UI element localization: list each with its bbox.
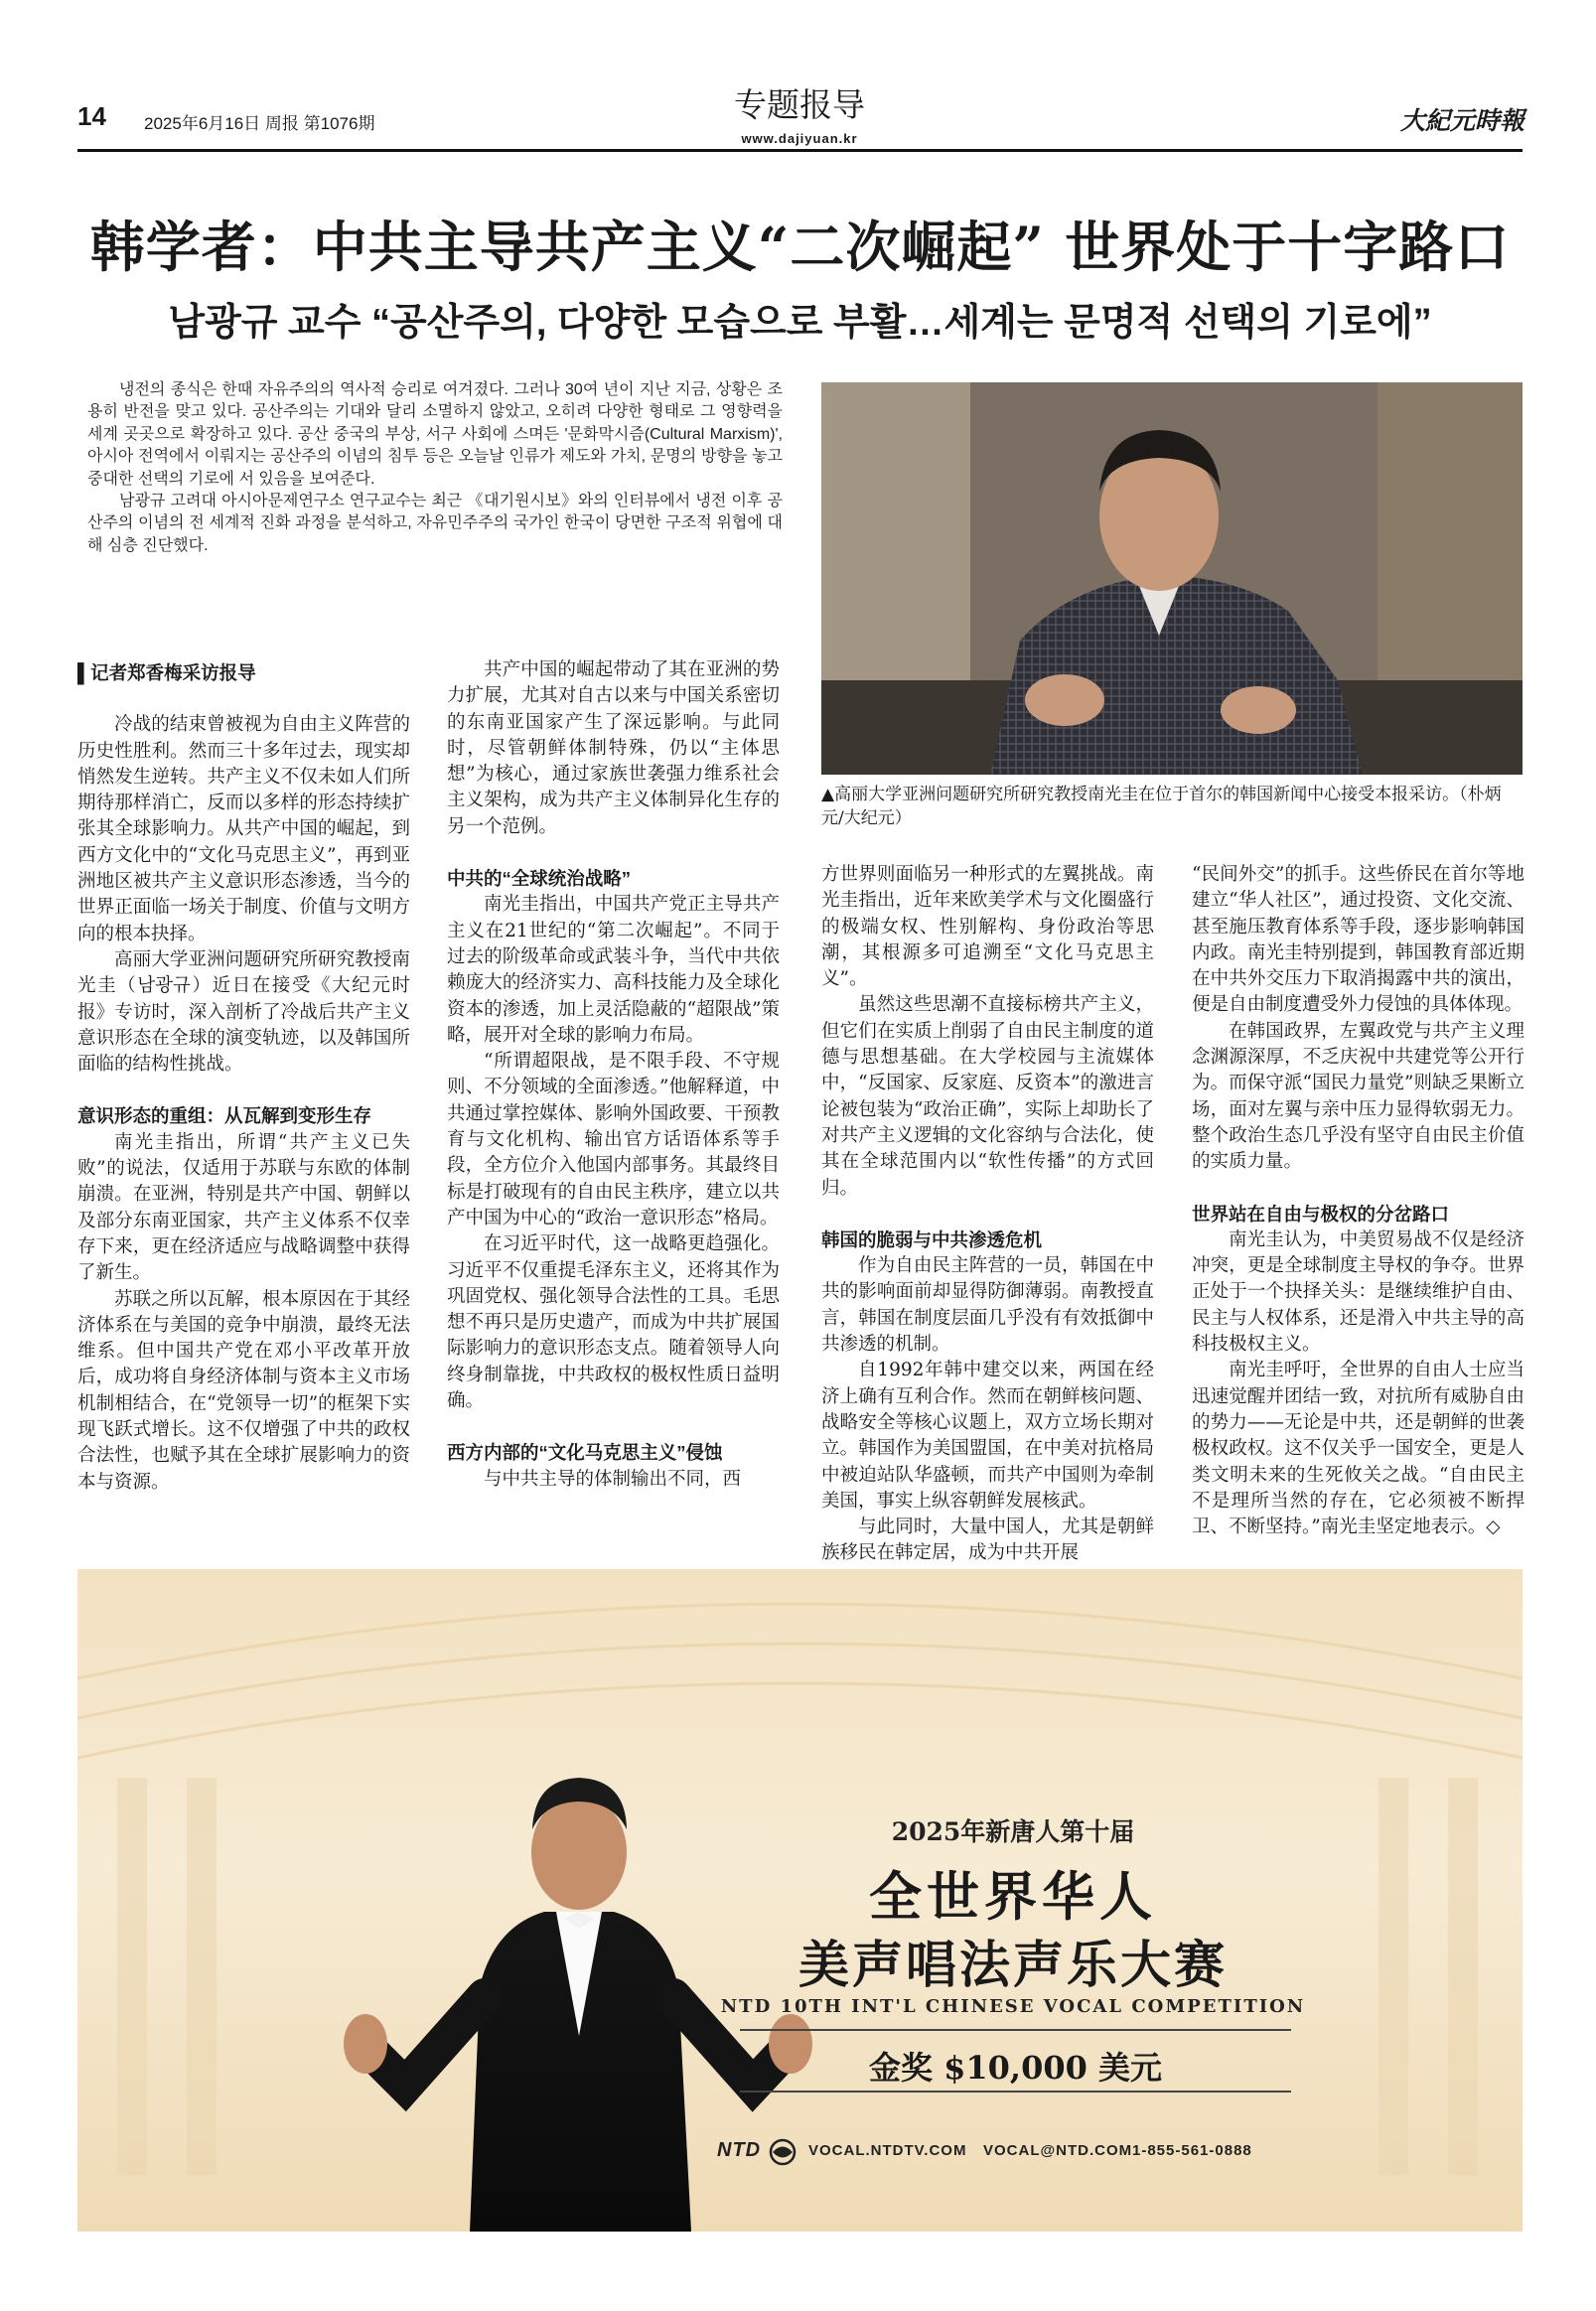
body-paragraph: “民间外交”的抓手。这些侨民在首尔等地建立“华人社区”，通过投资、文化交流、甚至施压教育体系等手段，逐步影响韩国内政。南光圭特别提到，韩国教育部近期在中共外交压力下取消揭露中共的演出，便是自由制度遭受外力侵蚀的具体体现。 <box>1192 864 1524 1016</box>
interview-photo <box>821 382 1523 775</box>
body-paragraph: 苏联之所以瓦解，根本原因在于其经济体系在与美国的竞争中崩溃，最终无法维系。但中国共产党在邓小平改革开放后，成功将自身经济体制与资本主义市场机制相结合，在“党领导一切”的框架下实现飞跃式增长。这不仅增强了中共的政权合法性，也赋予其在全球扩展影响力的资本与资源。 <box>77 1288 410 1493</box>
body-paragraph: 南光圭呼吁，全世界的自由人士应当迅速觉醒并团结一致，对抗所有威胁自由的势力——无论是中共，还是朝鲜的世袭极权政权。这不仅关乎一国安全，更是人类文明未来的生死攸关之战。“自由民主不是理所当然的存在，它必须被不断捍卫、不断坚持。”南光圭坚定地表示。◇ <box>1192 1360 1524 1538</box>
spacer <box>1192 1176 1524 1202</box>
body-paragraph: 高丽大学亚洲问题研究所研究教授南光圭（남광규）近日在接受《大纪元时报》专访时，深入剖析了冷战后共产主义意识形态在全球的演变轨迹，以及韩国所面临的结构性挑战。 <box>77 948 410 1076</box>
ad-prize: 金奖 $10,000 美元 <box>868 2049 1163 2087</box>
interviewee-photo <box>821 382 1523 775</box>
korean-lead <box>87 379 783 557</box>
body-paragraph: 南光圭认为，中美贸易战不仅是经济冲突，更是全球制度主导权的争夺。世界正处于一个抉择关头：是继续维护自由、民主与人权体系，还是滑入中共主导的高科技极权主义。 <box>1192 1228 1524 1356</box>
website-url[interactable]: www.dajiyuan.kr <box>741 131 858 146</box>
section-heading-ideology: 意识形态的重组：从瓦解到变形生存 <box>77 1105 372 1127</box>
article-column-2 <box>447 657 780 1493</box>
spacer <box>77 1078 410 1103</box>
section-heading-global-strategy: 中共的“全球统治战略” <box>447 868 632 890</box>
body-paragraph: 与中共主导的体制输出不同，西 <box>484 1468 742 1490</box>
spacer <box>77 686 410 712</box>
spacer <box>447 1414 780 1440</box>
body-paragraph: 在韩国政界，左翼政党与共产主义理念渊源深厚，不乏庆祝中共建党等公开行为。而保守派“国民力量党”则缺乏果断立场，面对左翼与亲中压力显得软弱无力。整个政治生态几乎没有坚守自由民主价值的实质力量。 <box>1192 1020 1524 1173</box>
section-title: 专题报导 <box>734 86 865 123</box>
article-column-4 <box>1192 862 1524 1540</box>
ad-divider <box>740 2091 1291 2093</box>
body-paragraph: 自1992年韩中建交以来，两国在经济上确有互利合作。然而在朝鲜核问题、战略安全等核心议题上，双方立场长期对立。韩国作为美国盟国，在中美对抗格局中被迫站队华盛顿，而共产中国则为牵制美国，事实上纵容朝鲜发展核武。 <box>821 1360 1154 1512</box>
ad-divider <box>740 2029 1291 2031</box>
article-headline: 韩学者：中共主导共产主义“二次崛起” 世界处于十字路口 <box>89 215 1511 279</box>
ntd-emblem-icon <box>767 2137 798 2167</box>
ad-phone[interactable]: 1-855-561-0888 <box>1132 2142 1252 2159</box>
body-paragraph: 与此同时，大量中国人，尤其是朝鲜族移民在韩定居，成为中共开展 <box>821 1517 1154 1564</box>
section-heading-crossroads: 世界站在自由与极权的分岔路口 <box>1192 1203 1450 1225</box>
issue-date: 2025年6月16日 周报 第1076期 <box>144 114 375 133</box>
spacer <box>447 840 780 866</box>
ad-english-title: NTD 10TH INT'L CHINESE VOCAL COMPETITION <box>720 1996 1306 2017</box>
article-column-3 <box>821 862 1154 1567</box>
ad-website[interactable]: VOCAL.NTDTV.COM <box>808 2142 967 2159</box>
ad-title-line-2: 美声唱法声乐大赛 <box>798 1936 1228 1995</box>
body-paragraph: “所谓超限战，是不限手段、不守规则、不分领域的全面渗透。”他解释道，中共通过掌控媒体、影响外国政要、干预教育与文化机构、输出官方话语体系等手段，全方位介入他国内部事务。其最终目标是打破现有的自由民主秩序，建立以共产中国为中心的“政治一意识形态”格局。 <box>447 1051 780 1228</box>
ntd-logo: NTD <box>717 2139 762 2161</box>
ad-title-line-1: 全世界华人 <box>869 1866 1157 1928</box>
newspaper-logo: 大紀元時報 <box>1399 106 1524 135</box>
body-paragraph: 南光圭指出，中国共产党正主导共产主义在21世纪的“第二次崛起”。不同于过去的阶级革命或武装斗争，当代中共依赖庞大的经济实力、高科技能力及全球化资本的渗透，加上灵活隐蔽的“超限战”策略，展开对全球的影响力布局。 <box>447 894 780 1046</box>
article-column-1 <box>77 660 410 1496</box>
article-subheadline: 남광규 교수 “공산주의, 다양한 모습으로 부활…세계는 문명적 선택의 기로에” <box>168 302 1432 344</box>
body-paragraph: 冷战的结束曾被视为自由主义阵营的历史性胜利。然而三十多年过去，现实却悄然发生逆转。共产主义不仅未如人们所期待那样消亡，反而以多样的形态持续扩张其全球影响力。从共产中国的崛起，到西方文化中的“文化马克思主义”，再到亚洲地区被共产主义意识形态渗透，当今的世界正面临一场关于制度、价值与文明方向的根本抉择。 <box>77 714 410 944</box>
body-paragraph: 虽然这些思潮不直接标榜共产主义，但它们在实质上削弱了自由民主制度的道德与思想基础。在大学校园与主流媒体中，“反国家、反家庭、反资本”的激进言论被包装为“政治正确”，实际上却助长了对共产主义逻辑的文化容纳与合法化，使其在全球范围内以“软性传播”的方式回归。 <box>821 994 1154 1199</box>
photo-caption: ▲高丽大学亚洲问题研究所研究教授南光圭在位于首尔的韩国新闻中心接受本报采访。（朴炳元/大纪元） <box>821 785 1502 828</box>
body-paragraph: 共产中国的崛起带动了其在亚洲的势力扩展，尤其对自古以来与中国关系密切的东南亚国家产生了深远影响。与此同时，尽管朝鲜体制特殊，仍以“主体思想”为核心，通过家族世袭强力维系社会主义架构，成为共产主义体制异化生存的另一个范例。 <box>447 659 780 837</box>
reporter-byline: ▌记者郑香梅采访报导 <box>77 662 256 683</box>
ad-edition-line: 2025年新唐人第十届 <box>891 1817 1135 1846</box>
ad-email[interactable]: VOCAL@NTD.COM <box>983 2142 1133 2159</box>
page-number: 14 <box>77 101 106 131</box>
header-divider <box>77 149 1523 152</box>
body-paragraph: 方世界则面临另一种形式的左翼挑战。南光圭指出，近年来欧美学术与文化圈盛行的极端女权、性别解构、身份政治等思潮，其根源多可追溯至“文化马克思主义”。 <box>821 864 1154 990</box>
body-paragraph: 作为自由民主阵营的一员，韩国在中共的影响面前却显得防御薄弱。南教授直言，韩国在制度层面几乎没有有效抵御中共渗透的机制。 <box>821 1255 1154 1356</box>
lead-paragraph: 냉전의 종식은 한때 자유주의의 역사적 승리로 여겨졌다. 그러나 30여 년이 지난 지금, 상황은 조용히 반전을 맞고 있다. 공산주의는 기대와 달리 소멸하지 않았고, 오히려 다양한 형태로 그 영향력을 세계 곳곳으로 확장하고 있다. 공산 중국의 부상, 서구 사회에 스며든 '문화막시즘(Cultural Marxism)', 아시아 전역에서 이뤄지는 공산주의 이념의 침투 등은 오늘날 인류가 제도와 가치, 문명의 방향을 놓고 중대한 선택의 기로에 서 있음을 보여준다. <box>87 381 783 488</box>
section-heading-cultural-marxism: 西方内部的“文化马克思主义”侵蚀 <box>447 1442 723 1464</box>
lead-paragraph: 남광규 고려대 아시아문제연구소 연구교수는 최근 《대기원시보》와의 인터뷰에서 냉전 이후 공산주의 이념의 전 세계적 진화 과정을 분석하고, 자유민주주의 국가인 한국이 당면한 구조적 위협에 대해 심층 진단했다. <box>87 493 783 554</box>
spacer <box>821 1202 1154 1228</box>
ad-contact-bar <box>717 2137 1432 2167</box>
body-paragraph: 在习近平时代，这一战略更趋强化。习近平不仅重提毛泽东主义，还将其作为巩固党权、强化领导合法性的工具。毛思想不再只是历史遗产，而成为中共扩展国际影响力的意识形态支点。随着领导人向终身制靠拢，中共政权的极权性质日益明确。 <box>447 1233 780 1412</box>
body-paragraph: 南光圭指出，所谓“共产主义已失败”的说法，仅适用于苏联与东欧的体制崩溃。在亚洲，特别是共产中国、朝鲜以及部分东南亚国家，共产主义体系不仅幸存下来，更在经济适应与战略调整中获得了新生。 <box>77 1131 410 1284</box>
section-heading-korea: 韩国的脆弱与中共渗透危机 <box>821 1228 1043 1250</box>
